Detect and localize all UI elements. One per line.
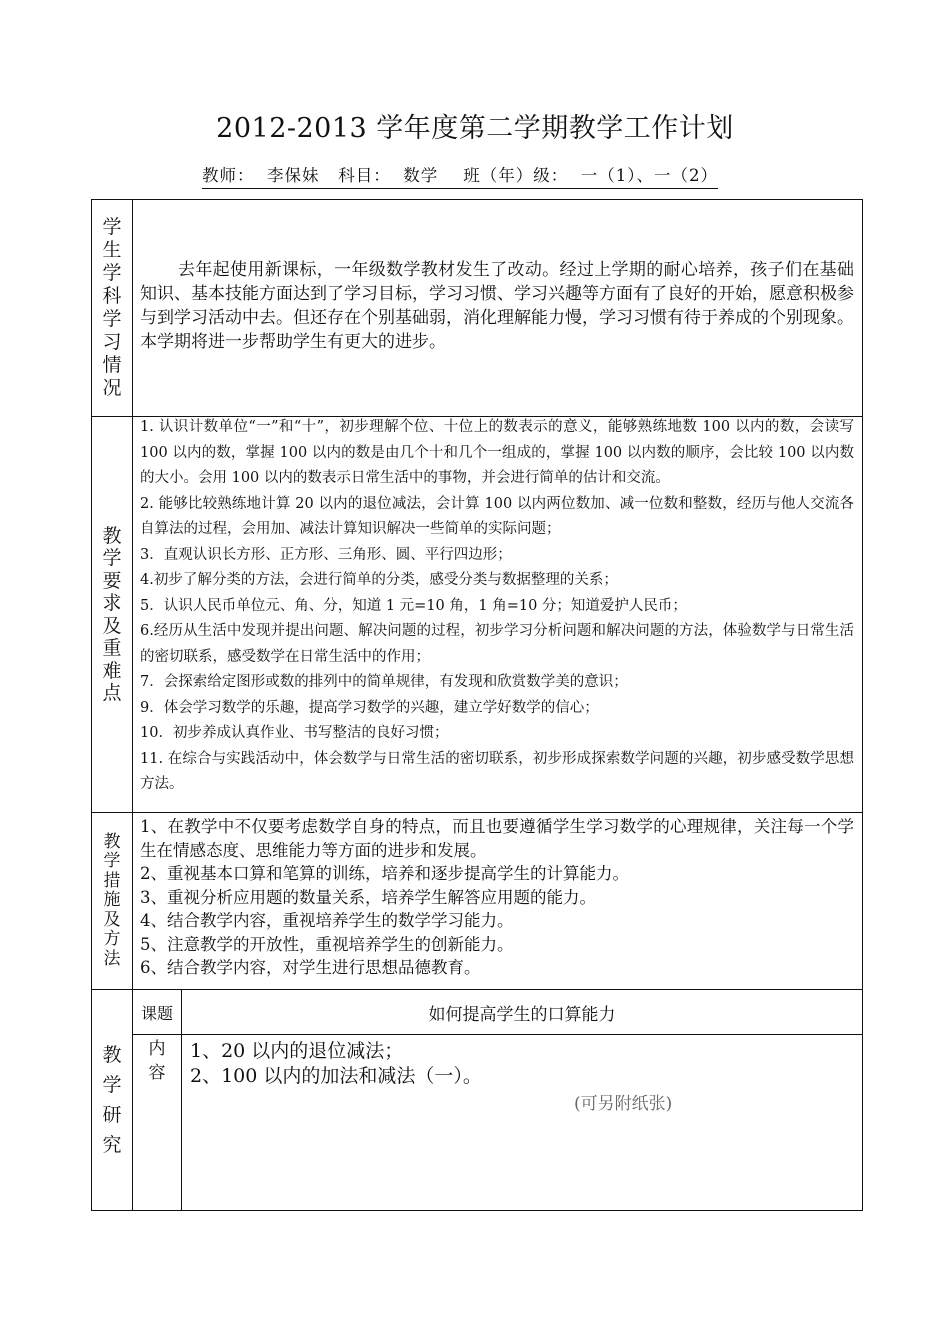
situation-label-cell [92,200,133,416]
teacher-info-line [202,162,718,189]
page-title: 2012-2013 学年度第二学期教学工作计划 [216,113,734,144]
requirement-item: 7．会探索给定图形或数的排列中的简单规律，有发现和欣赏数学美的意识； [140,674,628,690]
requirement-item: 1. 认识计数单位“一”和“十”，初步理解个位、十位上的数表示的意义，能够熟练地数 100 以内的数，会读写 100 以内的数，掌握 100 以内的数是由几个十和几个一组成的，掌握 100 以内数的顺序，会比较 100 以内数的大小。会用 100 以内的数表示日常生活中的事物，并会进行简单的估计和交流。 [140,419,854,486]
requirement-item: 5．认识人民币单位元、角、分，知道 1 元=10 角，1 角=10 分；知道爱护人民币； [140,597,687,614]
measure-item: 3、重视分析应用题的数量关系，培养学生解答应用题的能力。 [140,887,596,907]
requirements-label-cell [92,417,133,812]
requirements-label: 教学要求及重难点 [102,524,122,704]
measure-item: 6、结合教学内容，对学生进行思想品德教育。 [140,958,481,977]
requirement-item: 10．初步养成认真作业、书写整洁的良好习惯； [140,725,449,741]
content-value-cell [190,1039,850,1114]
situation-row [92,200,862,417]
measures-label-cell [92,813,133,989]
content-line: 1、20 以内的退位减法； [190,1040,404,1062]
research-label-cell [92,990,133,1210]
requirement-item: 9．体会学习数学的乐趣，提高学习数学的兴趣，建立学好数学的信心； [140,699,599,716]
topic-value: 如何提高学生的口算能力 [428,1004,616,1025]
research-label: 教学研究 [102,1044,122,1156]
teacher-label: 教师： [202,166,255,185]
class-value: 一（1）、一（2） [580,166,718,185]
requirement-item: 4.初步了解分类的方法，会进行简单的分类，感受分类与数据整理的关系； [140,572,618,588]
plan-table [91,199,863,1211]
requirements-row [92,417,862,813]
requirement-item: 11. 在综合与实践活动中，体会数学与日常生活的密切联系，初步形成探索数学问题的兴趣，初步感受数学思想方法。 [140,750,854,792]
requirement-item: 6.经历从生活中发现并提出问题、解决问题的过程，初步学习分析问题和解决问题的方法，体验数学与日常生活的密切联系，感受数学在日常生活中的作用； [140,623,854,665]
content-line: 2、100 以内的加法和减法（一）。 [190,1065,482,1087]
topic-value-cell [182,990,862,1035]
situation-label: 学生学科学习情况 [102,216,122,399]
content-label-cell [133,1035,182,1210]
teacher-name: 李保妹 [267,166,320,185]
measure-item: 1、在教学中不仅要考虑数学自身的特点，而且也要遵循学生学习数学的心理规律，关注每一个学生在情感态度、思维能力等方面的进步和发展。 [140,817,854,860]
topic-label: 课题 [140,1003,173,1023]
attach-note: (可另附纸张) [574,1094,673,1114]
class-label: 班（年）级： [463,166,569,185]
subject-label: 科目： [338,166,391,185]
requirement-item: 3．直观认识长方形、正方形、三角形、圆、平行四边形； [140,546,512,563]
requirements-list [140,415,854,798]
measure-item: 4、结合教学内容，重视培养学生的数学学习能力。 [140,911,514,930]
measure-item: 2、重视基本口算和笔算的训练，培养和逐步提高学生的计算能力。 [140,864,629,883]
requirement-item: 2. 能够比较熟练地计算 20 以内的退位减法，会计算 100 以内两位数加、减一位数和整数，经历与他人交流各自算法的过程，会用加、减法计算知识解决一些简单的实际问题； [140,495,854,537]
subject-value: 数学 [403,166,439,185]
research-row [92,990,862,1210]
topic-label-cell [133,990,182,1035]
content-label: 内容 [148,1039,166,1083]
measures-list [140,815,854,980]
situation-text: 去年起使用新课标，一年级数学教材发生了改动。经过上学期的耐心培养，孩子们在基础知识、基本技能方面达到了学习目标，学习习惯、学习兴趣等方面有了良好的开始，愿意积极参与到学习活动中去。但还存在个别基础弱，消化理解能力慢，学习习惯有待于养成的个别现象。本学期将进一步帮助学生有更大的进步。 [140,260,854,352]
measures-row [92,813,862,990]
measure-item: 5、注意教学的开放性，重视培养学生的创新能力。 [140,934,514,954]
measures-label: 教学措施及方法 [103,831,121,969]
situation-content [140,258,854,354]
